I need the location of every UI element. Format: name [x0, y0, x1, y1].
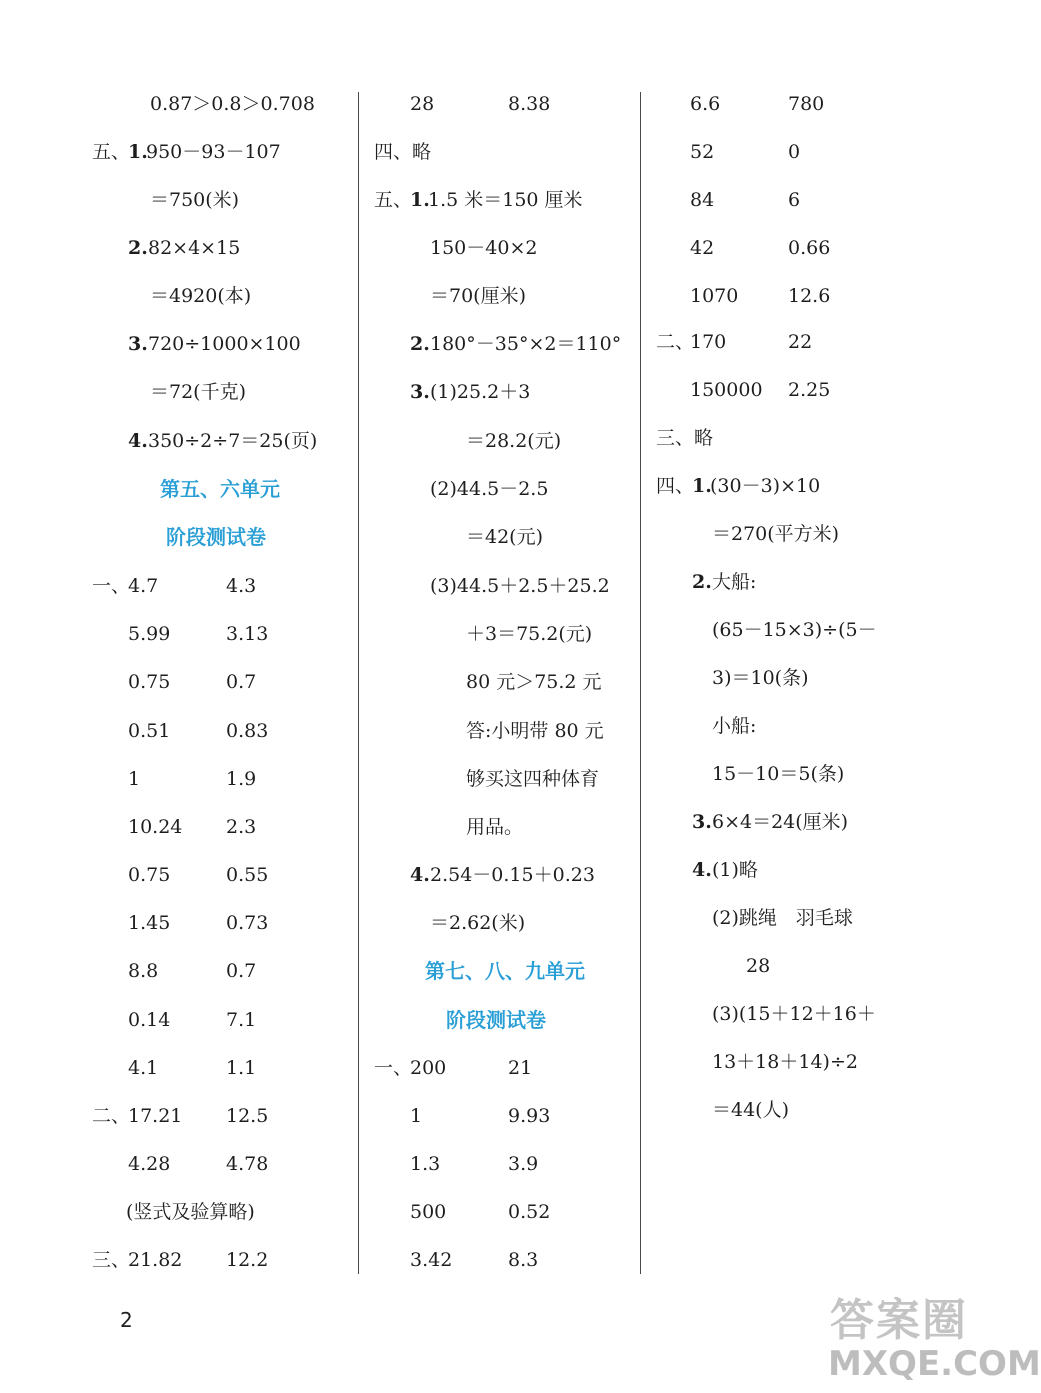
- answer-expression: 1.5 米＝150 厘米: [428, 189, 583, 211]
- answer-value: 0.75: [128, 671, 171, 693]
- answer-value: 9.93: [508, 1105, 551, 1127]
- question-number: 3.: [410, 381, 430, 403]
- test-heading: 阶段测试卷: [446, 1008, 546, 1032]
- answer-value: 21: [508, 1057, 533, 1079]
- section-2-prefix: 二、: [656, 331, 695, 353]
- answer-value: 0.55: [226, 864, 269, 886]
- answer-value: 1.45: [128, 912, 171, 934]
- answer-value: 1070: [690, 285, 739, 307]
- answer-value: 4.7: [128, 575, 159, 597]
- answer-value: 4.78: [226, 1153, 269, 1175]
- answer-expression: ＋3＝75.2(元): [466, 623, 593, 645]
- answer-value: 84: [690, 189, 715, 211]
- answer-value: 1.1: [226, 1057, 257, 1079]
- answer-result: ＝70(厘米): [430, 285, 527, 307]
- answer-expression: 13＋18＋14)÷2: [712, 1051, 858, 1073]
- comparison-line: 0.87＞0.8＞0.708: [150, 93, 315, 115]
- answer-expression: (3)44.5＋2.5＋25.2: [430, 575, 610, 597]
- answer-value: 6.6: [690, 93, 721, 115]
- answer-value: 6: [788, 189, 801, 211]
- answer-value: 52: [690, 141, 715, 163]
- section-1-prefix: 一、: [374, 1057, 413, 1079]
- answer-expression: 2.54－0.15＋0.23: [430, 864, 595, 886]
- answer-text: 用品。: [466, 816, 524, 838]
- answer-value: 3.13: [226, 623, 269, 645]
- section-4-line: 四、略: [374, 141, 432, 163]
- answer-note: (竖式及验算略): [126, 1201, 255, 1223]
- answer-value: 0: [788, 141, 801, 163]
- answer-value: 0.83: [226, 720, 269, 742]
- watermark-logo: [826, 1284, 1041, 1390]
- answer-value: 10.24: [128, 816, 183, 838]
- answer-value: 500: [410, 1201, 447, 1223]
- question-number: 1.: [410, 189, 430, 211]
- answer-text: 够买这四种体育: [466, 768, 600, 790]
- answer-expression: 950－93－107: [146, 141, 281, 163]
- question-number: 3.: [692, 811, 712, 833]
- section-4-prefix: 四、: [656, 475, 695, 497]
- test-heading: 阶段测试卷: [166, 525, 266, 549]
- answer-expression: 150－40×2: [430, 237, 538, 259]
- answer-value: 1: [128, 768, 141, 790]
- answer-expression: (3)(15＋12＋16＋: [712, 1003, 876, 1025]
- answer-value: 4.1: [128, 1057, 159, 1079]
- page-number: 2: [120, 1308, 133, 1332]
- answer-expression: 3)＝10(条): [712, 667, 809, 689]
- answer-value: 1: [410, 1105, 423, 1127]
- answer-value: 3.42: [410, 1249, 453, 1271]
- answer-value: 22: [788, 331, 813, 353]
- answer-value: 12.5: [226, 1105, 269, 1127]
- answer-value: 2.25: [788, 379, 831, 401]
- column-divider-left: [358, 92, 359, 1274]
- answer-value: 0.7: [226, 960, 257, 982]
- answer-value: 3.9: [508, 1153, 539, 1175]
- question-number: 4.: [410, 864, 430, 886]
- section-1-prefix: 一、: [92, 575, 131, 597]
- answer-value: 28: [746, 955, 771, 977]
- answer-result: ＝72(千克): [150, 381, 247, 403]
- answer-value: 0.51: [128, 720, 171, 742]
- answer-result: ＝4920(本): [150, 285, 252, 307]
- answer-expression: 350÷2÷7＝25(页): [148, 430, 318, 452]
- section-3-line: 三、略: [656, 427, 714, 449]
- answer-expression: 180°－35°×2＝110°: [430, 333, 622, 355]
- answer-expression: 80 元＞75.2 元: [466, 671, 602, 693]
- section-2-prefix: 二、: [92, 1105, 131, 1127]
- watermark-logo-text: 答案圈: [830, 1295, 968, 1346]
- answer-value: 42: [690, 237, 715, 259]
- question-number: 4.: [692, 859, 712, 881]
- answer-value: 8.3: [508, 1249, 539, 1271]
- answer-value: 12.6: [788, 285, 831, 307]
- answer-value: 0.73: [226, 912, 269, 934]
- unit-heading: 第七、八、九单元: [425, 959, 585, 983]
- answer-expression: (2)44.5－2.5: [430, 478, 549, 500]
- answer-expression: 15－10＝5(条): [712, 763, 845, 785]
- section-3-prefix: 三、: [92, 1249, 131, 1271]
- answer-value: 21.82: [128, 1249, 183, 1271]
- answer-value: 1.9: [226, 768, 257, 790]
- answer-result: ＝750(米): [150, 189, 240, 211]
- answer-value: 12.2: [226, 1249, 269, 1271]
- answer-result: ＝44(人): [712, 1099, 790, 1121]
- answer-expression: (30－3)×10: [710, 475, 821, 497]
- answer-value: 170: [690, 331, 727, 353]
- answer-value: 780: [788, 93, 825, 115]
- answer-expression: 720÷1000×100: [148, 333, 301, 355]
- answer-result: ＝28.2(元): [466, 430, 562, 452]
- answer-value: 4.3: [226, 575, 257, 597]
- question-number: 2.: [692, 571, 712, 593]
- answer-value: 2.3: [226, 816, 257, 838]
- answer-expression: 82×4×15: [148, 237, 241, 259]
- answer-value: 150000: [690, 379, 763, 401]
- answer-text: 答:小明带 80 元: [466, 720, 604, 742]
- answer-value: 7.1: [226, 1009, 257, 1031]
- answer-value: 0.52: [508, 1201, 551, 1223]
- answer-value: 8.8: [128, 960, 159, 982]
- answer-value: 0.14: [128, 1009, 171, 1031]
- question-number: 1.: [128, 141, 148, 163]
- watermark-site-text: MXQE.COM: [828, 1344, 1041, 1384]
- question-number: 4.: [128, 430, 148, 452]
- section-5-prefix: 五、: [92, 141, 131, 163]
- answer-value: 0.66: [788, 237, 831, 259]
- answer-value: 17.21: [128, 1105, 183, 1127]
- answer-value: 5.99: [128, 623, 171, 645]
- answer-result: ＝270(平方米): [712, 523, 840, 545]
- answer-text: (2)跳绳 羽毛球: [712, 907, 853, 929]
- question-number: 2.: [410, 333, 430, 355]
- answer-text: 小船:: [712, 715, 757, 737]
- answer-value: 200: [410, 1057, 447, 1079]
- column-divider-right: [640, 92, 641, 1274]
- answer-value: 0.7: [226, 671, 257, 693]
- answer-value: 1.3: [410, 1153, 441, 1175]
- answer-expression: (65－15×3)÷(5－: [712, 619, 877, 641]
- question-number: 3.: [128, 333, 148, 355]
- answer-text: 大船:: [712, 571, 757, 593]
- section-5-prefix: 五、: [374, 189, 413, 211]
- answer-result: ＝42(元): [466, 526, 544, 548]
- answer-expression: 6×4＝24(厘米): [712, 811, 849, 833]
- unit-heading: 第五、六单元: [160, 477, 280, 501]
- answer-value: 4.28: [128, 1153, 171, 1175]
- question-number: 1.: [692, 475, 712, 497]
- answer-value: 8.38: [508, 93, 551, 115]
- question-number: 2.: [128, 237, 148, 259]
- answer-value: 28: [410, 93, 435, 115]
- answer-expression: (1)25.2＋3: [430, 381, 531, 403]
- answer-value: 0.75: [128, 864, 171, 886]
- answer-result: ＝2.62(米): [430, 912, 526, 934]
- answer-text: (1)略: [712, 859, 758, 881]
